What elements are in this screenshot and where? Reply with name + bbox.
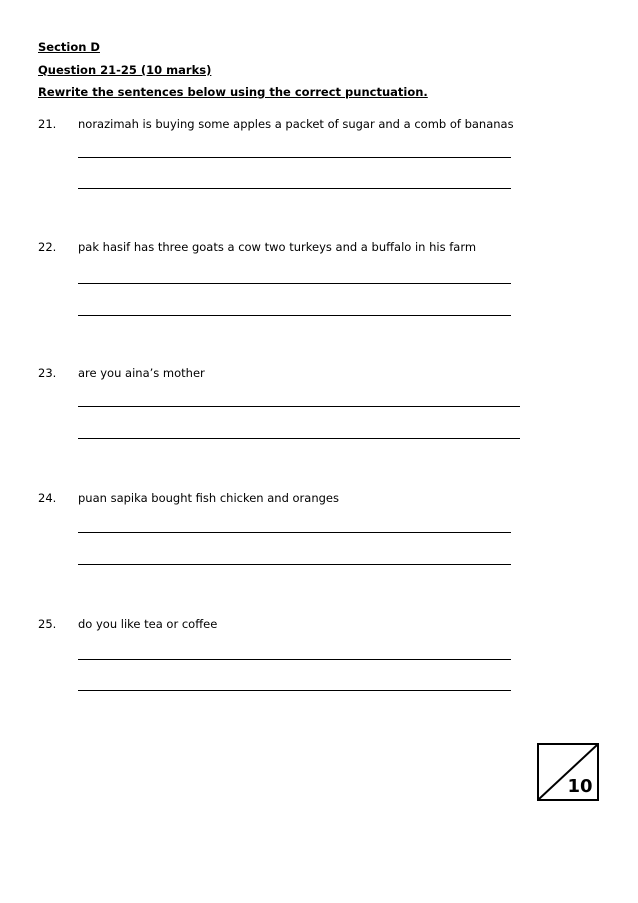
answer-line[interactable] <box>78 438 520 439</box>
question-number: 21. <box>38 117 57 131</box>
answer-line[interactable] <box>78 157 511 158</box>
section-title: Section D <box>38 40 100 54</box>
answer-line[interactable] <box>78 283 511 284</box>
answer-line[interactable] <box>78 564 511 565</box>
question-number: 23. <box>38 366 57 380</box>
answer-line[interactable] <box>78 532 511 533</box>
answer-line[interactable] <box>78 315 511 316</box>
score-total: 10 <box>567 776 593 797</box>
question-text: are you aina’s mother <box>78 366 205 380</box>
answer-line[interactable] <box>78 690 511 691</box>
question-text: do you like tea or coffee <box>78 617 218 631</box>
question-text: puan sapika bought fish chicken and oranges <box>78 491 339 505</box>
question-text: norazimah is buying some apples a packet of sugar and a comb of bananas <box>78 117 514 131</box>
instruction: Rewrite the sentences below using the correct punctuation. <box>38 85 428 99</box>
question-range: Question 21-25 (10 marks) <box>38 63 212 77</box>
answer-line[interactable] <box>78 188 511 189</box>
question-number: 24. <box>38 491 57 505</box>
question-number: 25. <box>38 617 57 631</box>
answer-line[interactable] <box>78 659 511 660</box>
question-number: 22. <box>38 240 57 254</box>
question-text: pak hasif has three goats a cow two turkeys and a buffalo in his farm <box>78 240 477 254</box>
answer-line[interactable] <box>78 406 520 407</box>
